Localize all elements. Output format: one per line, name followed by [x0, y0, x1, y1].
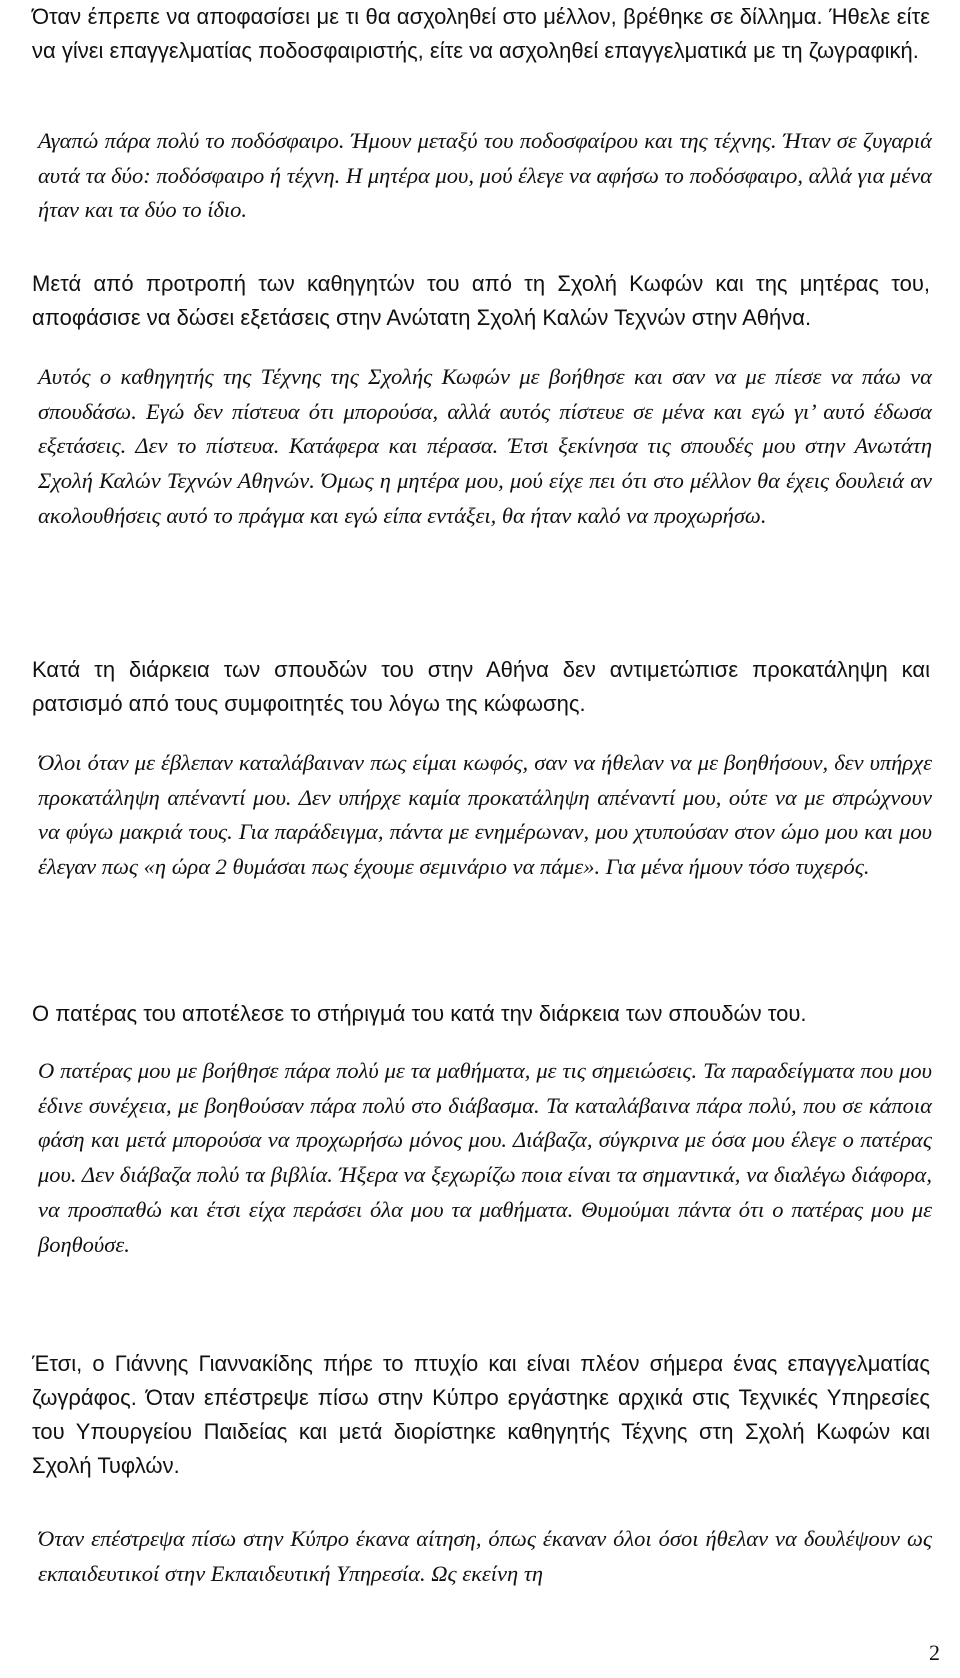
narrative-paragraph-5: Έτσι, ο Γιάννης Γιαννακίδης πήρε το πτυχίο και είναι πλέον σήμερα ένας επαγγελματίας ζωγράφος. Όταν επέστρεψε πίσω στην Κύπρο εργάστηκε αρχικά στις Τεχνικές Υπηρεσίες του Υπουργείου Παιδείας και μετά διορίστηκε καθηγητής Τέχνης στη Σχολή Κωφών και Σχολή Τυφλών. [32, 1351, 930, 1478]
quote-paragraph-3: Όλοι όταν με έβλεπαν καταλάβαιναν πως είμαι κωφός, σαν να ήθελαν να με βοηθήσουν, δεν υπήρχε προκατάληψη απέναντί μου. Δεν υπήρχε καμία προκατάληψη απέναντί μου, ούτε να με σπρώχνουν να φύγω μακριά τους. Για παράδειγμα, πάντα με ενημέρωναν, μου χτυπούσαν στον ώμο μου και μου έλεγαν πως «η ώρα 2 θυμάσαι πως έχουμε σεμινάριο να πάμε». Για μένα ήμουν τόσο τυχερός. [38, 750, 932, 880]
narrative-paragraph-3: Κατά τη διάρκεια των σπουδών του στην Αθήνα δεν αντιμετώπισε προκατάληψη και ρατσισμό από τους συμφοιτητές του λόγω της κώφωσης. [32, 657, 930, 716]
narrative-paragraph-2: Μετά από προτροπή των καθηγητών του από τη Σχολή Κωφών και της μητέρας του, αποφάσισε να δώσει εξετάσεις στην Ανώτατη Σχολή Καλών Τεχνών στην Αθήνα. [32, 271, 930, 330]
quote-paragraph-5: Όταν επέστρεψα πίσω στην Κύπρο έκανα αίτηση, όπως έκαναν όλοι όσοι ήθελαν να δουλέψουν ως εκπαιδευτικοί στην Εκπαιδευτική Υπηρεσία. Ως εκείνη τη [38, 1526, 932, 1586]
narrative-paragraph-1: Όταν έπρεπε να αποφασίσει με τι θα ασχοληθεί στο μέλλον, βρέθηκε σε δίλλημα. Ήθελε είτε να γίνει επαγγελματίας ποδοσφαιριστής, είτε να ασχοληθεί επαγγελματικά με τη ζωγραφική. [32, 4, 930, 63]
narrative-paragraph-4: Ο πατέρας του αποτέλεσε το στήριγμά του κατά την διάρκεια των σπουδών του. [32, 1001, 807, 1026]
quote-paragraph-1: Αγαπώ πάρα πολύ το ποδόσφαιρο. Ήμουν μεταξύ του ποδοσφαίρου και της τέχνης. Ήταν σε ζυγαριά αυτά τα δύο: ποδόσφαιρο ή τέχνη. Η μητέρα μου, μού έλεγε να αφήσω το ποδόσφαιρο, αλλά για μένα ήταν και τα δύο το ίδιο. [38, 128, 932, 223]
quote-paragraph-4: Ο πατέρας μου με βοήθησε πάρα πολύ με τα μαθήματα, με τις σημειώσεις. Τα παραδείγματα που μου έδινε συνέχεια, με βοηθούσαν πάρα πολύ στο διάβασμα. Τα καταλάβαινα πάρα πολύ, που σε κάποια φάση και μετά μπορούσα να προχωρήσω μόνος μου. Διάβαζα, σύγκρινα με όσα μου έλεγε ο πατέρας μου. Δεν διάβαζα πολύ τα βιβλία. Ήξερα να ξεχωρίζω ποια είναι τα σημαντικά, να διαλέγω διάφορα, να προσπαθώ και έτσι είχα περάσει όλα μου τα μαθήματα. Θυμούμαι πάντα ότι ο πατέρας μου με βοηθούσε. [38, 1058, 932, 1257]
quote-paragraph-2: Αυτός ο καθηγητής της Τέχνης της Σχολής Κωφών με βοήθησε και σαν να με πίεσε να πάω να σπουδάσω. Εγώ δεν πίστευα ότι μπορούσα, αλλά αυτός πίστευε σε μένα και εγώ γι’ αυτό έδωσα εξετάσεις. Δεν το πίστευα. Κατάφερα και πέρασα. Έτσι ξεκίνησα τις σπουδές μου στην Ανωτάτη Σχολή Καλών Τεχνών Αθηνών. Όμως η μητέρα μου, μού είχε πει ότι στο μέλλον θα έχεις δουλειά αν ακολουθήσεις αυτό το πράγμα και εγώ είπα εντάξει, θα ήταν καλό να προχωρήσω. [38, 364, 932, 528]
page-number: 2 [929, 1640, 940, 1665]
